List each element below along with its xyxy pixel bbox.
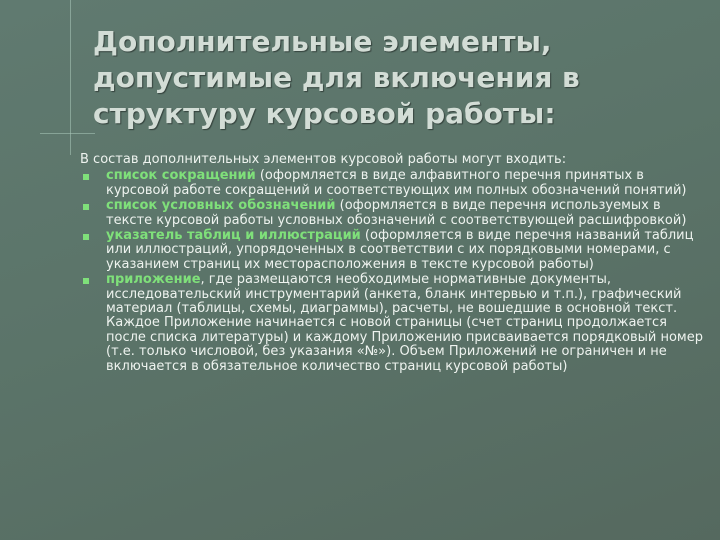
slide-title bbox=[93, 24, 693, 132]
list-item bbox=[80, 169, 705, 198]
element-list bbox=[80, 169, 705, 374]
title-line-1: Дополнительные элементы, bbox=[93, 25, 552, 58]
square-bullet-icon bbox=[83, 234, 89, 240]
square-bullet-icon bbox=[83, 174, 89, 180]
intro-text: В состав дополнительных элементов курсовой работы могут входить: bbox=[80, 152, 567, 167]
square-bullet-icon bbox=[83, 204, 89, 210]
title-line-2: допустимые для включения в bbox=[93, 61, 580, 94]
item-term: список сокращений bbox=[106, 168, 256, 184]
list-item bbox=[80, 229, 705, 272]
item-term: список условных обозначений bbox=[106, 198, 336, 214]
title-line-3: структуру курсовой работы: bbox=[93, 97, 556, 130]
item-text: (оформляется в виде перечня используемых в тексте курсовой работы условных обозначений с соответствующей расшифровкой) bbox=[106, 198, 687, 228]
item-term: указатель таблиц и иллюстраций bbox=[106, 228, 361, 244]
decorative-horizontal-line bbox=[40, 133, 95, 134]
item-term: приложение bbox=[106, 272, 201, 288]
list-item bbox=[80, 273, 705, 374]
slide-body bbox=[80, 153, 705, 375]
item-text: (оформляется в виде алфавитного перечня принятых в курсовой работе сокращений и соответствующих им полных обозначений понятий) bbox=[106, 168, 687, 198]
list-item bbox=[80, 199, 705, 228]
item-text: (оформляется в виде перечня названий таблиц или иллюстраций, упорядоченных в соответствии с их порядковыми номерами, с указанием страниц их месторасположения в тексте курсовой работы) bbox=[106, 228, 694, 272]
square-bullet-icon bbox=[83, 278, 89, 284]
decorative-vertical-line bbox=[70, 0, 71, 155]
item-text: , где размещаются необходимые нормативные документы, исследовательский инструментарий (анкета, бланк интервью и т.п.), графический материал (таблицы, схемы, диаграммы), расчеты, не вошедшие в основной текст. Каждое Приложение начинается с новой страницы (счет страниц продолжается после списка литературы) и каждому Приложению присваивается порядковый номер (т.е. только числовой, без указания «№»). Объем Приложений не ограничен и не включается в обязательное количество страниц курсовой работы) bbox=[106, 272, 703, 374]
